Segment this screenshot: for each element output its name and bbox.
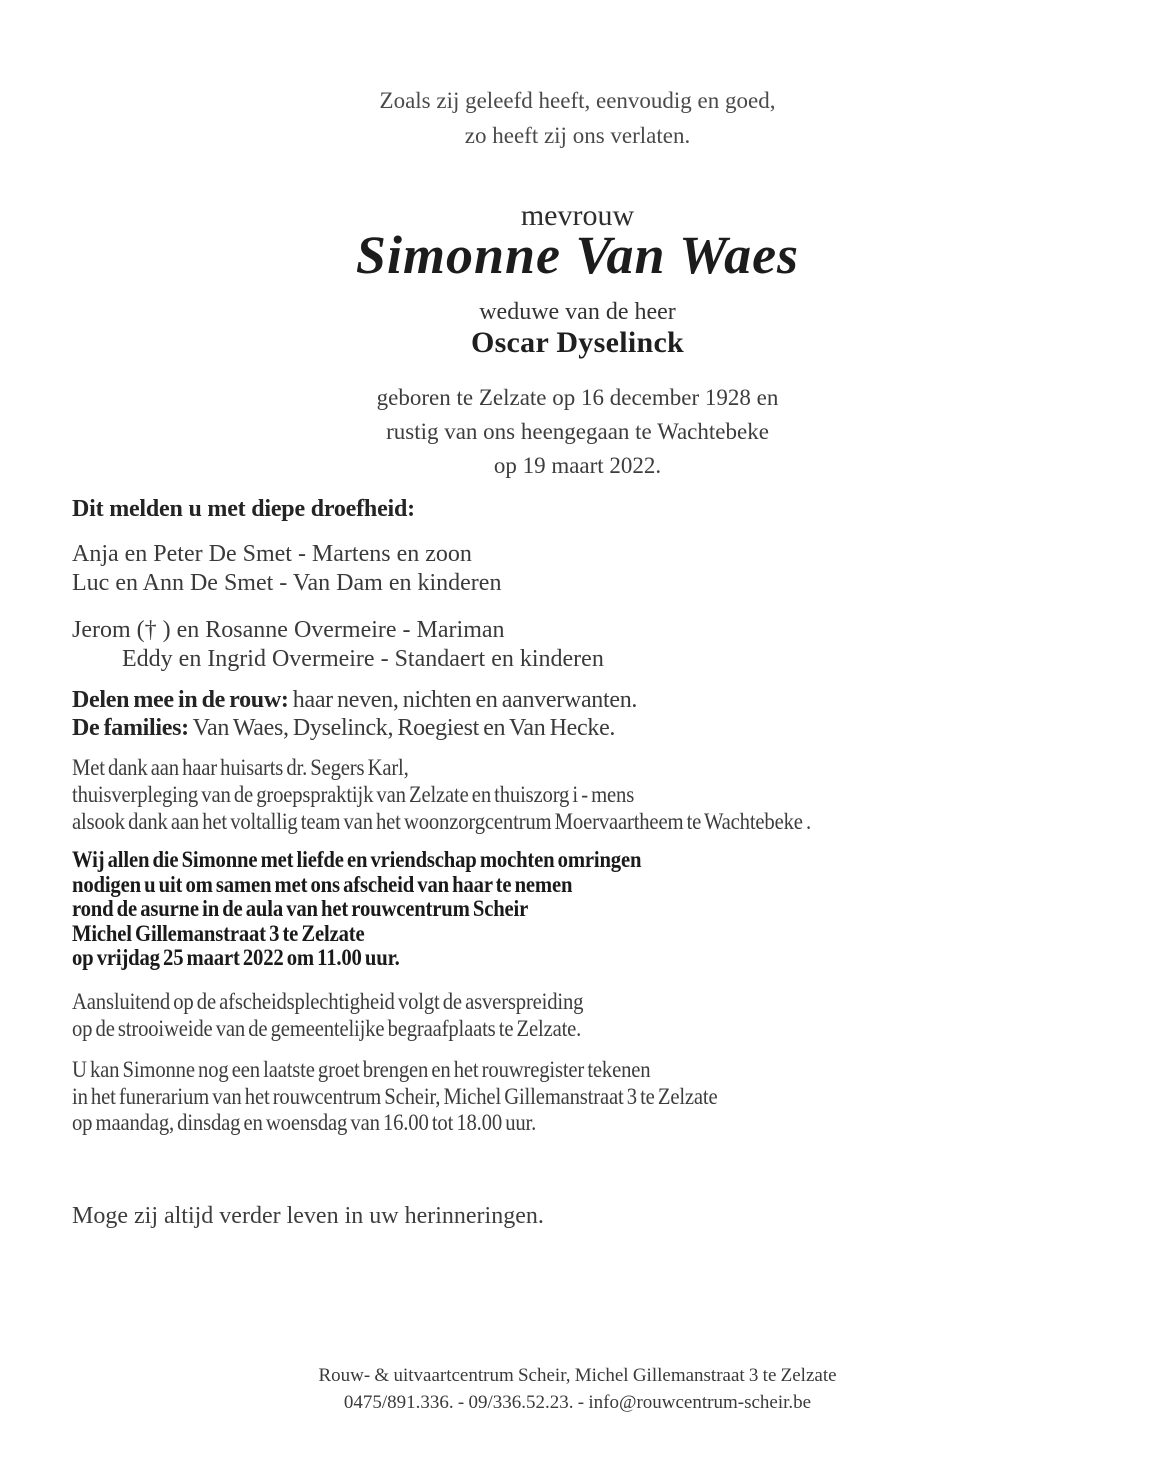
ceremony-line: rond de asurne in de aula van het rouwcentrum Scheir xyxy=(72,896,529,921)
opening-quote-line: Zoals zij geleefd heeft, eenvoudig en goed, xyxy=(379,88,776,113)
dispersion-line: Aansluitend op de afscheidsplechtigheid volgt de asverspreiding xyxy=(72,989,584,1014)
thanks-line: thuisverpleging van de groepspraktijk van Zelzate en thuiszorg i - mens xyxy=(72,782,635,807)
ceremony-line: nodigen u uit om samen met ons afscheid van haar te nemen xyxy=(72,871,573,897)
footer xyxy=(0,1362,1155,1416)
families-label: De families: xyxy=(72,715,189,741)
visitation-line: in het funerarium van het rouwcentrum Scheir, Michel Gillemanstraat 3 te Zelzate xyxy=(72,1083,718,1109)
death-place-line: rustig van ons heengegaan te Wachtebeke xyxy=(386,419,769,444)
spouse-name: Oscar Dyselinck xyxy=(470,326,685,359)
family-line: Anja en Peter De Smet - Martens en zoon xyxy=(72,541,472,567)
family-line: Luc en Ann De Smet - Van Dam en kinderen xyxy=(72,570,502,596)
family-line: Jerom († ) en Rosanne Overmeire - Mariman xyxy=(72,617,505,643)
families-line xyxy=(72,714,637,742)
relation-line: weduwe van de heer xyxy=(479,299,676,325)
dispersion-line: op de strooiweide van de gemeentelijke begraafplaats te Zelzate. xyxy=(72,1015,582,1041)
birth-line: geboren te Zelzate op 16 december 1928 en xyxy=(376,385,779,410)
mourning-text: haar neven, nichten en aanverwanten. xyxy=(288,687,638,713)
announcement-heading: Dit melden u met diepe droefheid: xyxy=(72,496,415,522)
closing-line: Moge zij altijd verder leven in uw herinneringen. xyxy=(72,1203,544,1229)
deceased-name: Simonne Van Waes xyxy=(355,225,800,285)
death-date-line: op 19 maart 2022. xyxy=(493,453,662,478)
footer-contact-line: 0475/891.336. - 09/336.52.23. - info@rouwcentrum-scheir.be xyxy=(343,1392,812,1413)
thanks-line: Met dank aan haar huisarts dr. Segers Karl, xyxy=(72,755,409,780)
family-group-2 xyxy=(72,616,604,674)
footer-address-line: Rouw- & uitvaartcentrum Scheir, Michel Gillemanstraat 3 te Zelzate xyxy=(318,1365,837,1386)
family-line: Eddy en Ingrid Overmeire - Standaert en kinderen xyxy=(122,646,604,672)
ceremony-line: Wij allen die Simonne met liefde en vriendschap mochten omringen xyxy=(72,847,642,872)
salutation: mevrouw xyxy=(520,199,635,232)
thanks-line: alsook dank aan het voltallig team van het woonzorgcentrum Moervaartheem te Wachtebeke . xyxy=(72,809,811,834)
families-text: Van Waes, Dyselinck, Roegiest en Van Hecke. xyxy=(188,715,616,741)
thanks-paragraph xyxy=(72,754,811,835)
mourning-label: Delen mee in de rouw: xyxy=(72,687,289,713)
mourning-section xyxy=(72,686,637,742)
visitation-paragraph xyxy=(72,1057,718,1137)
opening-quote-line: zo heeft zij ons verlaten. xyxy=(464,123,691,148)
ceremony-address-line: Michel Gillemanstraat 3 te Zelzate xyxy=(72,920,365,946)
ash-dispersion-paragraph xyxy=(72,989,583,1042)
mourning-line xyxy=(72,686,637,714)
birth-death-dates xyxy=(0,381,1155,483)
ceremony-datetime-line: op vrijdag 25 maart 2022 om 11.00 uur. xyxy=(72,945,400,970)
family-group-1 xyxy=(72,540,501,598)
opening-quote xyxy=(0,83,1155,153)
ceremony-paragraph xyxy=(72,848,641,971)
visitation-hours-line: op maandag, dinsdag en woensdag van 16.00 tot 18.00 uur. xyxy=(72,1110,537,1135)
visitation-line: U kan Simonne nog een laatste groet brengen en het rouwregister tekenen xyxy=(72,1057,651,1082)
